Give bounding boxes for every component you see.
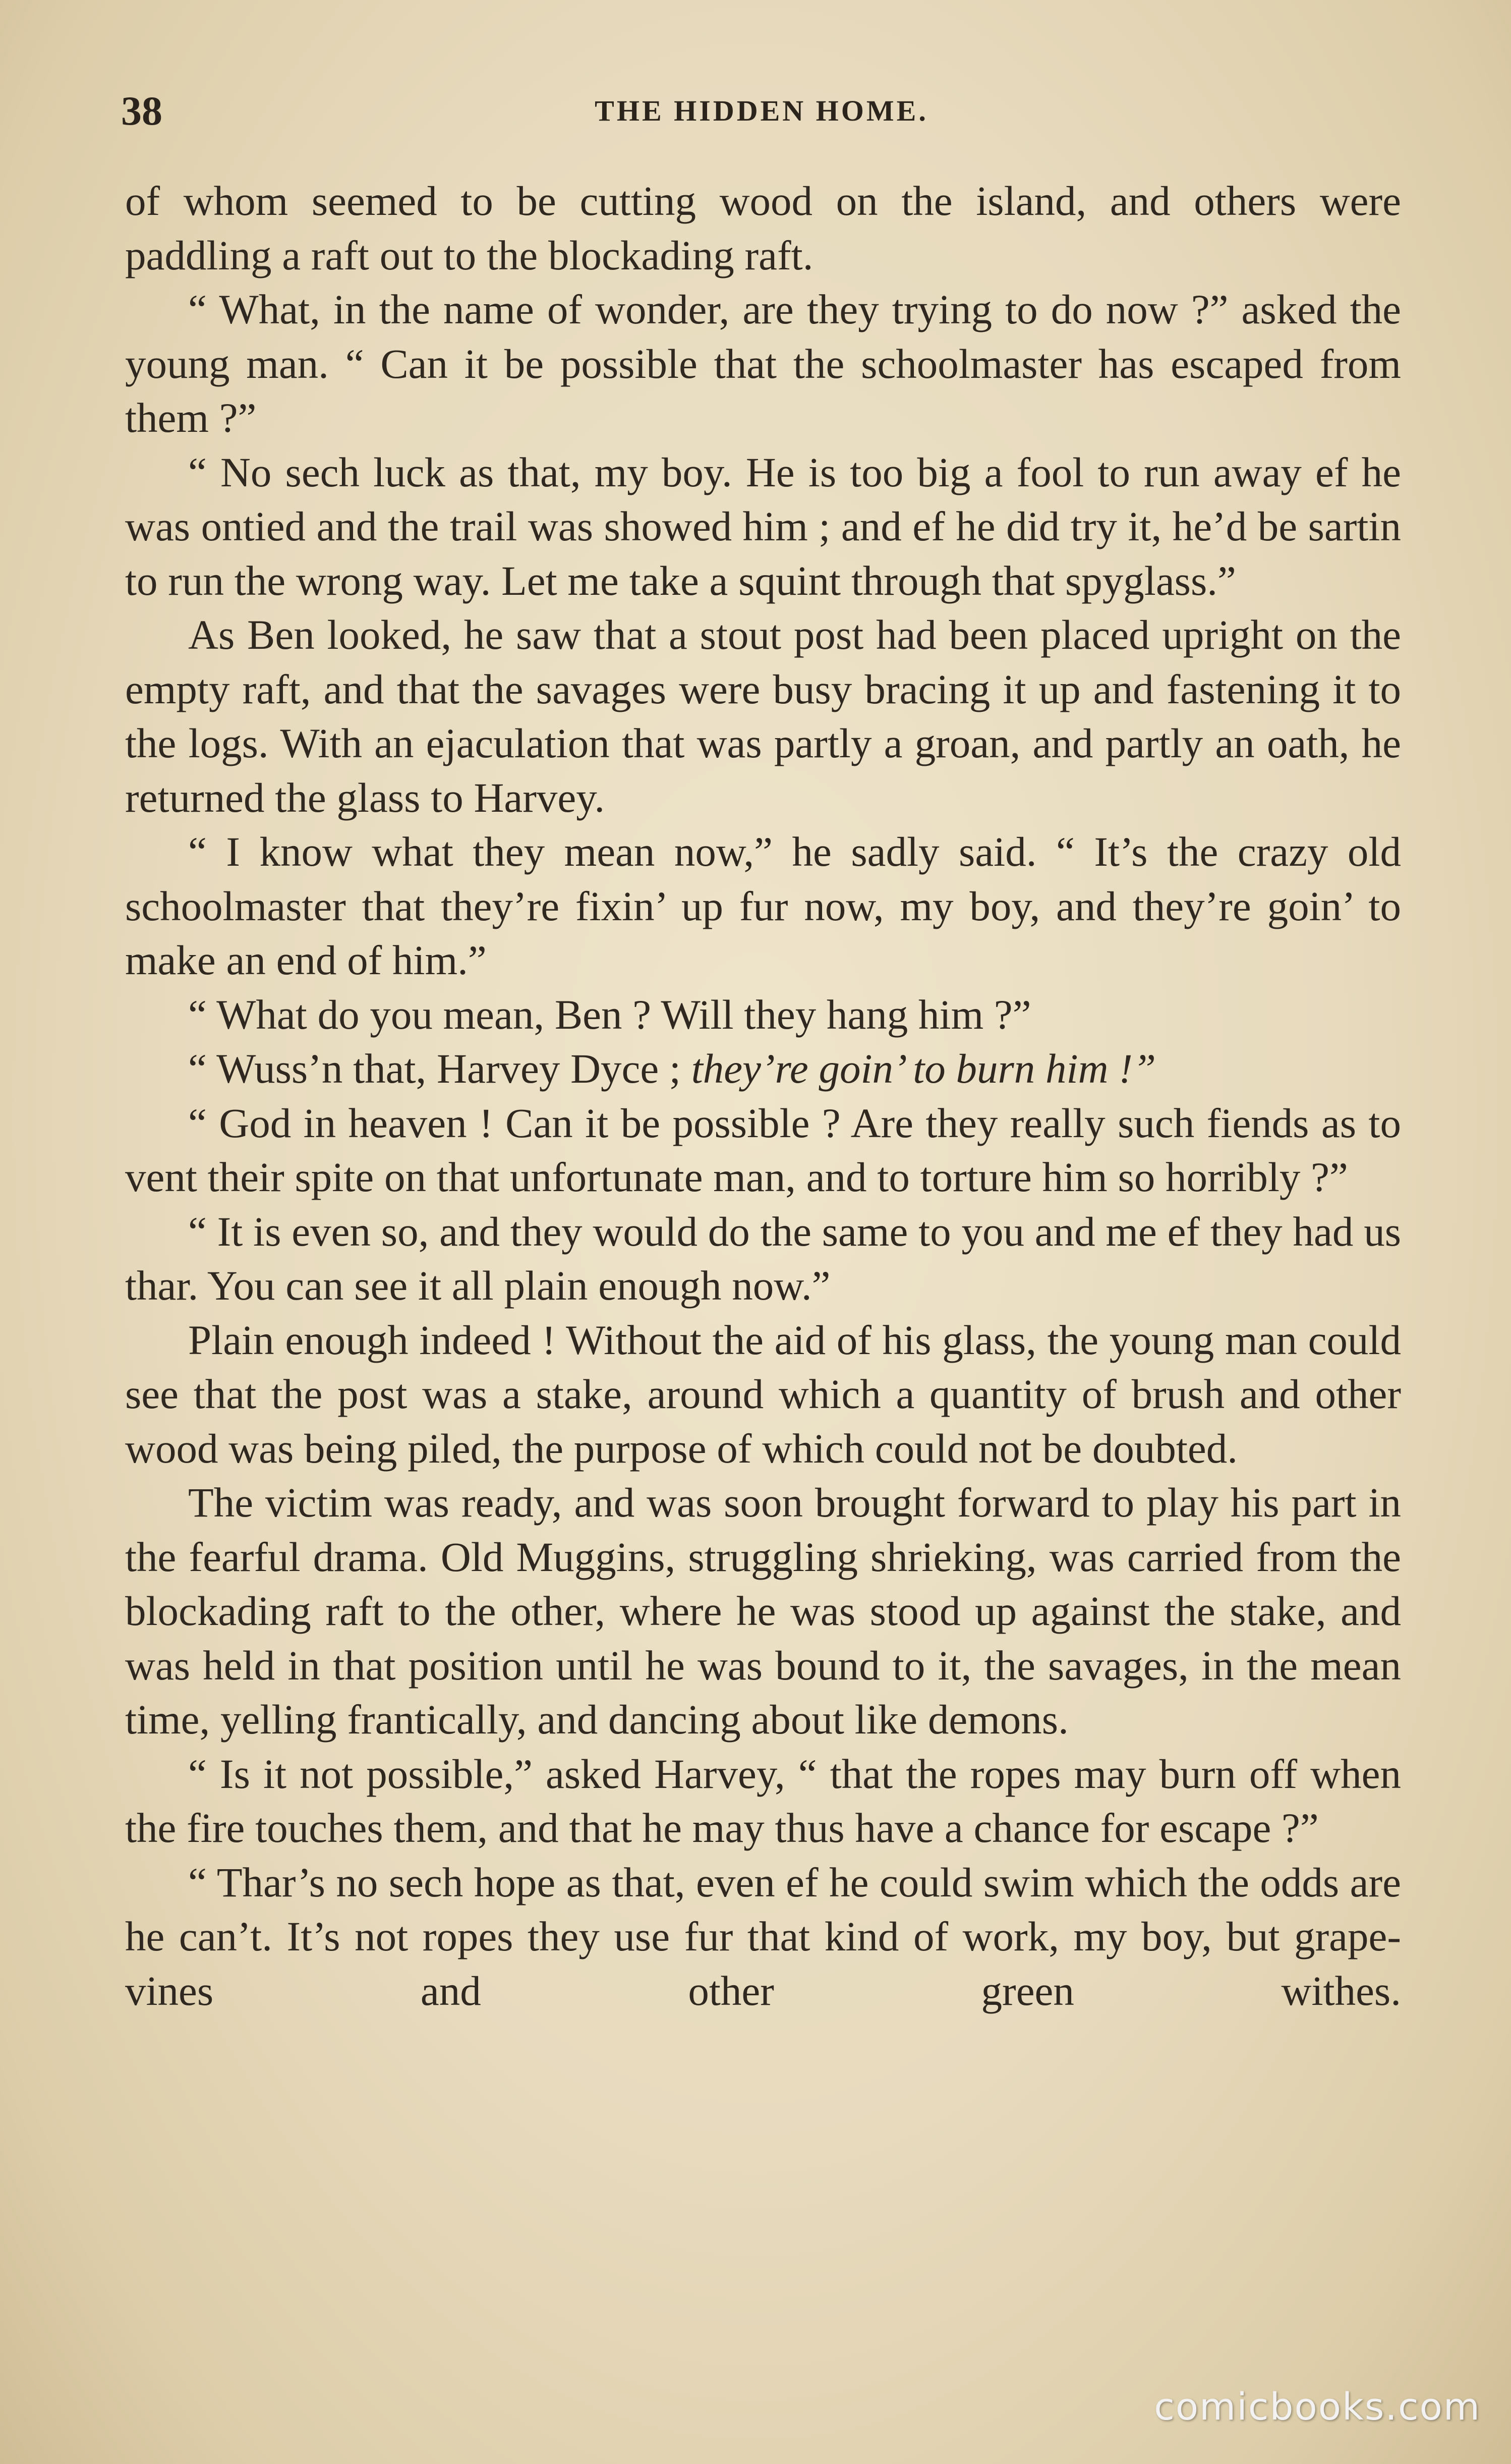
paragraph: “ What do you mean, Ben ? Will they hang him ?”	[188, 991, 1031, 1038]
paragraph: “ Is it not possible,” asked Harvey, “ that the ropes may burn off when the fire touches them, and that he may thus have a chance for escape ?”	[125, 1750, 1401, 1851]
running-title: THE HIDDEN HOME.	[595, 94, 928, 127]
paragraph	[125, 1042, 1401, 1096]
paragraph-text: “ Wuss’n that, Harvey Dyce ;	[188, 1045, 681, 1092]
paragraph: Plain enough indeed ! Without the aid of his glass, the young man could see that the post was a stake, around which a quantity of brush and other wood was being piled, the purpose of which could not be doubted.	[125, 1316, 1401, 1472]
page-header	[121, 81, 1402, 141]
paragraph: “ I know what they mean now,” he sadly said. “ It’s the crazy old schoolmaster that they’re fixin’ up fur now, my boy, and they’re goin’ to make an end of him.”	[125, 828, 1401, 983]
paragraph: “ What, in the name of wonder, are they trying to do now ?” asked the young man. “ Can it be possible that the schoolmaster has escaped from them ?”	[125, 286, 1401, 441]
paragraph: of whom seemed to be cutting wood on the island, and others were paddling a raft out to the blockading raft.	[125, 178, 1401, 278]
body-text	[125, 174, 1401, 2018]
watermark: comicbooks.com	[1154, 2385, 1481, 2429]
paragraph: “ God in heaven ! Can it be possible ? Are they really such fiends as to vent their spite on that unfortunate man, and to torture him so horribly ?”	[125, 1099, 1401, 1200]
page-number: 38	[121, 88, 162, 134]
paragraph-italic-text: they’re goin’ to burn him !”	[691, 1045, 1156, 1092]
paragraph: The victim was ready, and was soon brought forward to play his part in the fearful drama. Old Muggins, struggling shrieking, was carried from the blockading raft to the other, where he was stood up against the stake, and was held in that position until he was bound to it, the savages, in the mean time, yelling frantically, and dancing about like demons.	[125, 1479, 1401, 1743]
paragraph: “ It is even so, and they would do the same to you and me ef they had us thar. You can see it all plain enough now.”	[125, 1208, 1401, 1309]
paragraph: “ Thar’s no sech hope as that, even ef he could swim which the odds are he can’t. It’s not ropes they use fur that kind of work, my boy, but grape-vines and other green withes.	[125, 1859, 1401, 2014]
paragraph: As Ben looked, he saw that a stout post had been placed upright on the empty raft, and that the savages were busy bracing it up and fastening it to the logs. With an ejaculation that was partly a groan, and partly an oath, he returned the glass to Harvey.	[125, 611, 1401, 821]
paragraph: “ No sech luck as that, my boy. He is too big a fool to run away ef he was ontied and the trail was showed him ; and ef he did try it, he’d be sartin to run the wrong way. Let me take a squint through that spyglass.”	[125, 449, 1401, 604]
